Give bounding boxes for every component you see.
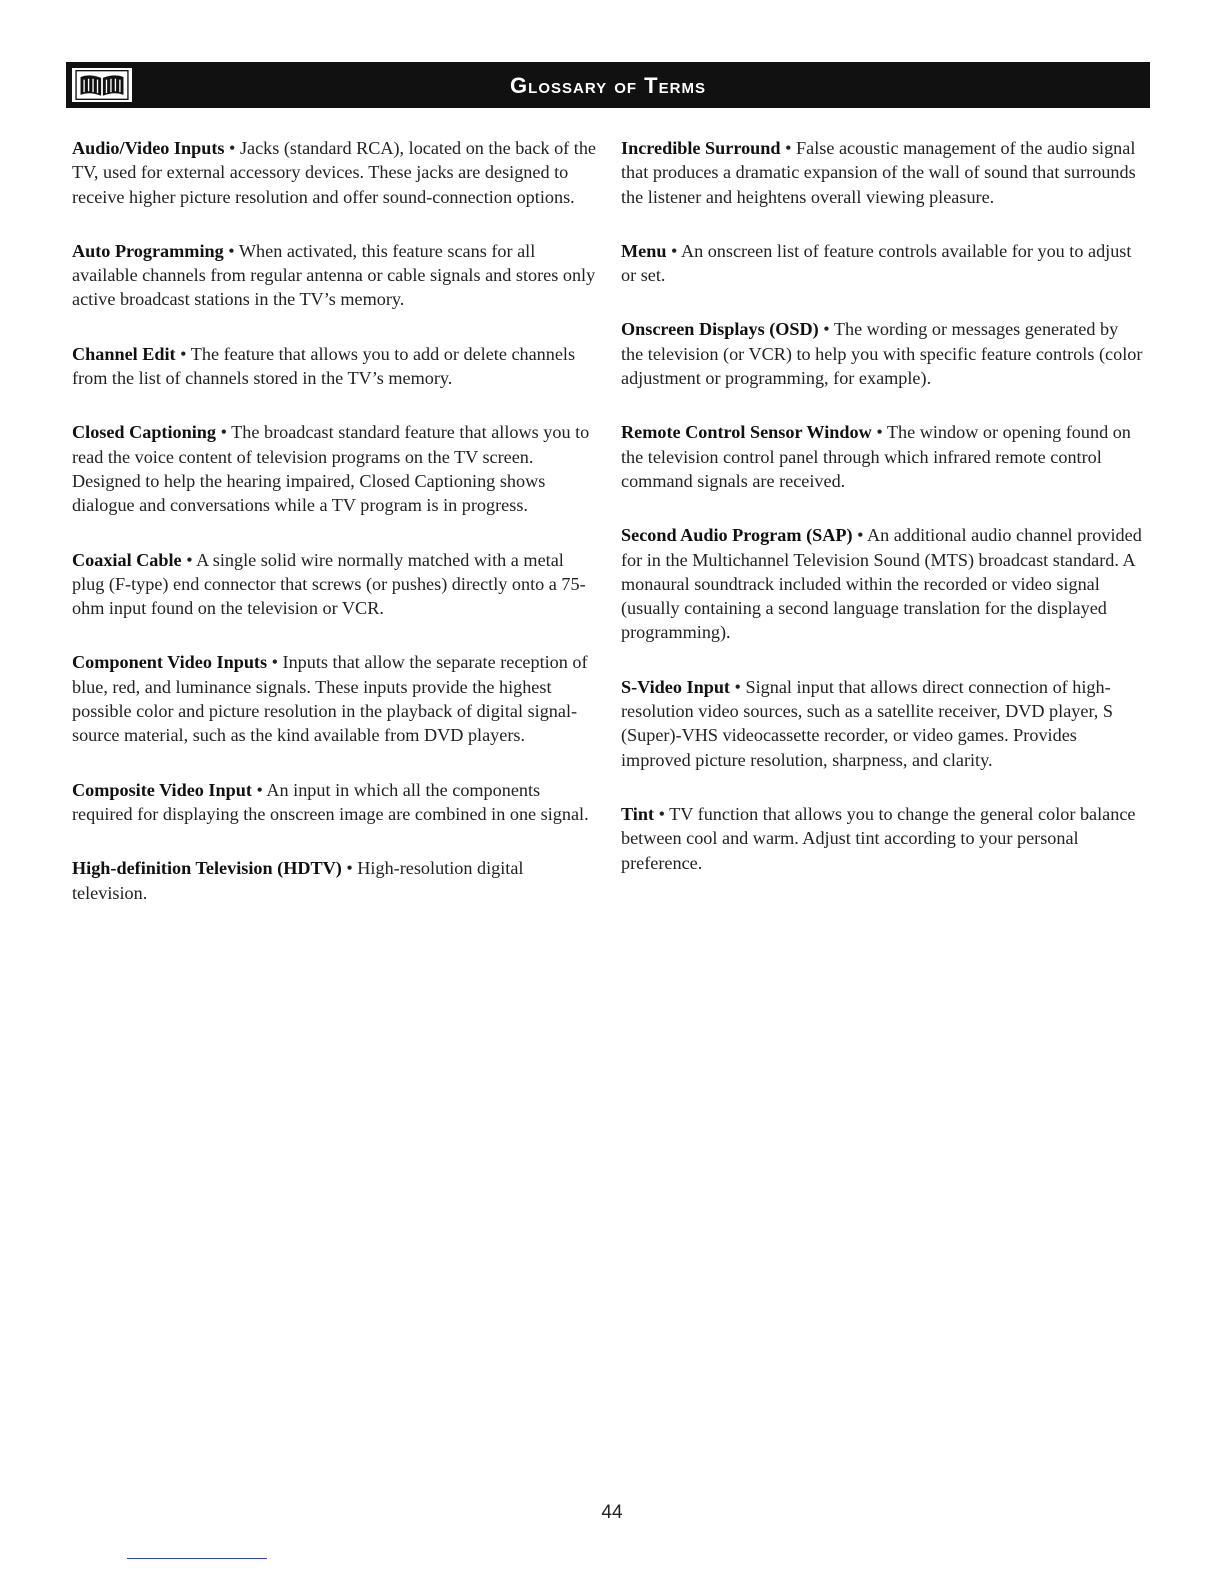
glossary-right-column (621, 136, 1143, 905)
glossary-entry (72, 342, 600, 391)
bullet-separator: • (734, 676, 741, 697)
glossary-entry (621, 317, 1143, 390)
glossary-entry (621, 136, 1143, 209)
page-number: 44 (601, 1502, 623, 1523)
glossary-term: Coaxial Cable (72, 549, 182, 570)
glossary-definition: High-resolution digital television. (72, 858, 524, 903)
glossary-definition: Jacks (standard RCA), located on the back of the TV, used for external accessory devices. These jacks are designed to receive higher picture resolution and offer sound-connection options. (72, 138, 596, 207)
glossary-term: Component Video Inputs (72, 652, 268, 673)
bullet-separator: • (671, 240, 678, 261)
glossary-entry (72, 856, 600, 905)
bullet-separator: • (228, 240, 235, 261)
glossary-term: Remote Control Sensor Window (621, 422, 872, 443)
footer-rule (127, 1558, 267, 1559)
glossary-definition: The window or opening found on the television control panel through which infrared remote control command signals are received. (621, 422, 1131, 491)
glossary-definition: An input in which all the components required for displaying the onscreen image are combined in one signal. (72, 779, 589, 824)
glossary-term: Menu (621, 240, 667, 261)
bullet-separator: • (785, 138, 792, 158)
glossary-term: Second Audio Program (SAP) (621, 525, 853, 546)
bullet-separator: • (876, 422, 883, 443)
glossary-entry (621, 802, 1143, 875)
glossary-definition: When activated, this feature scans for all available channels from regular antenna or cable signals and stores only active broadcast stations in the TV’s memory. (72, 240, 596, 310)
bullet-separator: • (658, 803, 665, 824)
glossary-definition: Inputs that allow the separate reception of blue, red, and luminance signals. These inputs provide the highest possible color and picture resolution in the playback of digital signal-source material, such as the kind available from DVD players. (72, 652, 588, 746)
glossary-definition: The feature that allows you to add or delete channels from the list of channels stored in the TV’s memory. (72, 343, 576, 389)
glossary-definition: An additional audio channel provided for in the Multichannel Television Sound (MTS) broadcast standard. A monaural soundtrack included within the recorded or video signal (usually containing a second language translation for the displayed programming). (621, 525, 1142, 643)
page-title: Glossary of Terms (510, 73, 706, 98)
bullet-separator: • (229, 138, 236, 158)
glossary-entry (72, 239, 600, 312)
bullet-separator: • (857, 525, 864, 546)
glossary-term: Tint (621, 803, 655, 824)
glossary-entry (72, 548, 600, 621)
glossary-entry (72, 136, 600, 209)
bullet-separator: • (271, 652, 278, 673)
glossary-definition: The broadcast standard feature that allows you to read the voice content of television programs on the TV screen. Designed to help the hearing impaired, Closed Captioning shows dialogue and conversations while a TV program is in progress. (72, 422, 590, 516)
glossary-definition: TV function that allows you to change the general color balance between cool and warm. Adjust tint according to your personal preference. (621, 803, 1136, 873)
glossary-definition: Signal input that allows direct connection of high-resolution video sources, such as a satellite receiver, DVD player, S (Super)-VHS videocassette recorder, or video games. Provides improved picture resolution, sharpness, and clarity. (621, 676, 1113, 770)
glossary-term: Incredible Surround (621, 138, 781, 158)
bullet-separator: • (256, 779, 263, 800)
glossary-left-column (72, 136, 600, 935)
bullet-separator: • (220, 422, 227, 443)
bullet-separator: • (346, 858, 353, 879)
header-bar (66, 62, 1150, 108)
glossary-entry (72, 778, 600, 827)
glossary-entry (621, 675, 1143, 772)
glossary-term: Closed Captioning (72, 422, 217, 443)
bullet-separator: • (823, 319, 830, 340)
glossary-term: Audio/Video Inputs (72, 138, 225, 158)
glossary-term: Onscreen Displays (OSD) (621, 319, 819, 340)
glossary-entry (72, 420, 600, 517)
glossary-definition: The wording or messages generated by the television (or VCR) to help you with specific feature controls (color adjustment or programming, for example). (621, 319, 1143, 389)
glossary-definition: An onscreen list of feature controls available for you to adjust or set. (621, 240, 1132, 286)
bullet-separator: • (180, 343, 187, 364)
glossary-entry (621, 523, 1143, 644)
glossary-term: S-Video Input (621, 676, 730, 697)
glossary-term: Auto Programming (72, 240, 224, 261)
glossary-entry (621, 420, 1143, 493)
bullet-separator: • (186, 549, 193, 570)
glossary-term: Channel Edit (72, 343, 176, 364)
glossary-entry (621, 239, 1143, 288)
glossary-term: High-definition Television (HDTV) (72, 858, 342, 879)
glossary-definition: A single solid wire normally matched with a metal plug (F-type) end connector that screws (or pushes) directly onto a 75-ohm input found on the television or VCR. (72, 549, 586, 619)
glossary-term: Composite Video Input (72, 779, 252, 800)
glossary-entry (72, 650, 600, 747)
glossary-definition: False acoustic management of the audio signal that produces a dramatic expansion of the wall of sound that surrounds the listener and heightens overall viewing pleasure. (621, 138, 1136, 207)
